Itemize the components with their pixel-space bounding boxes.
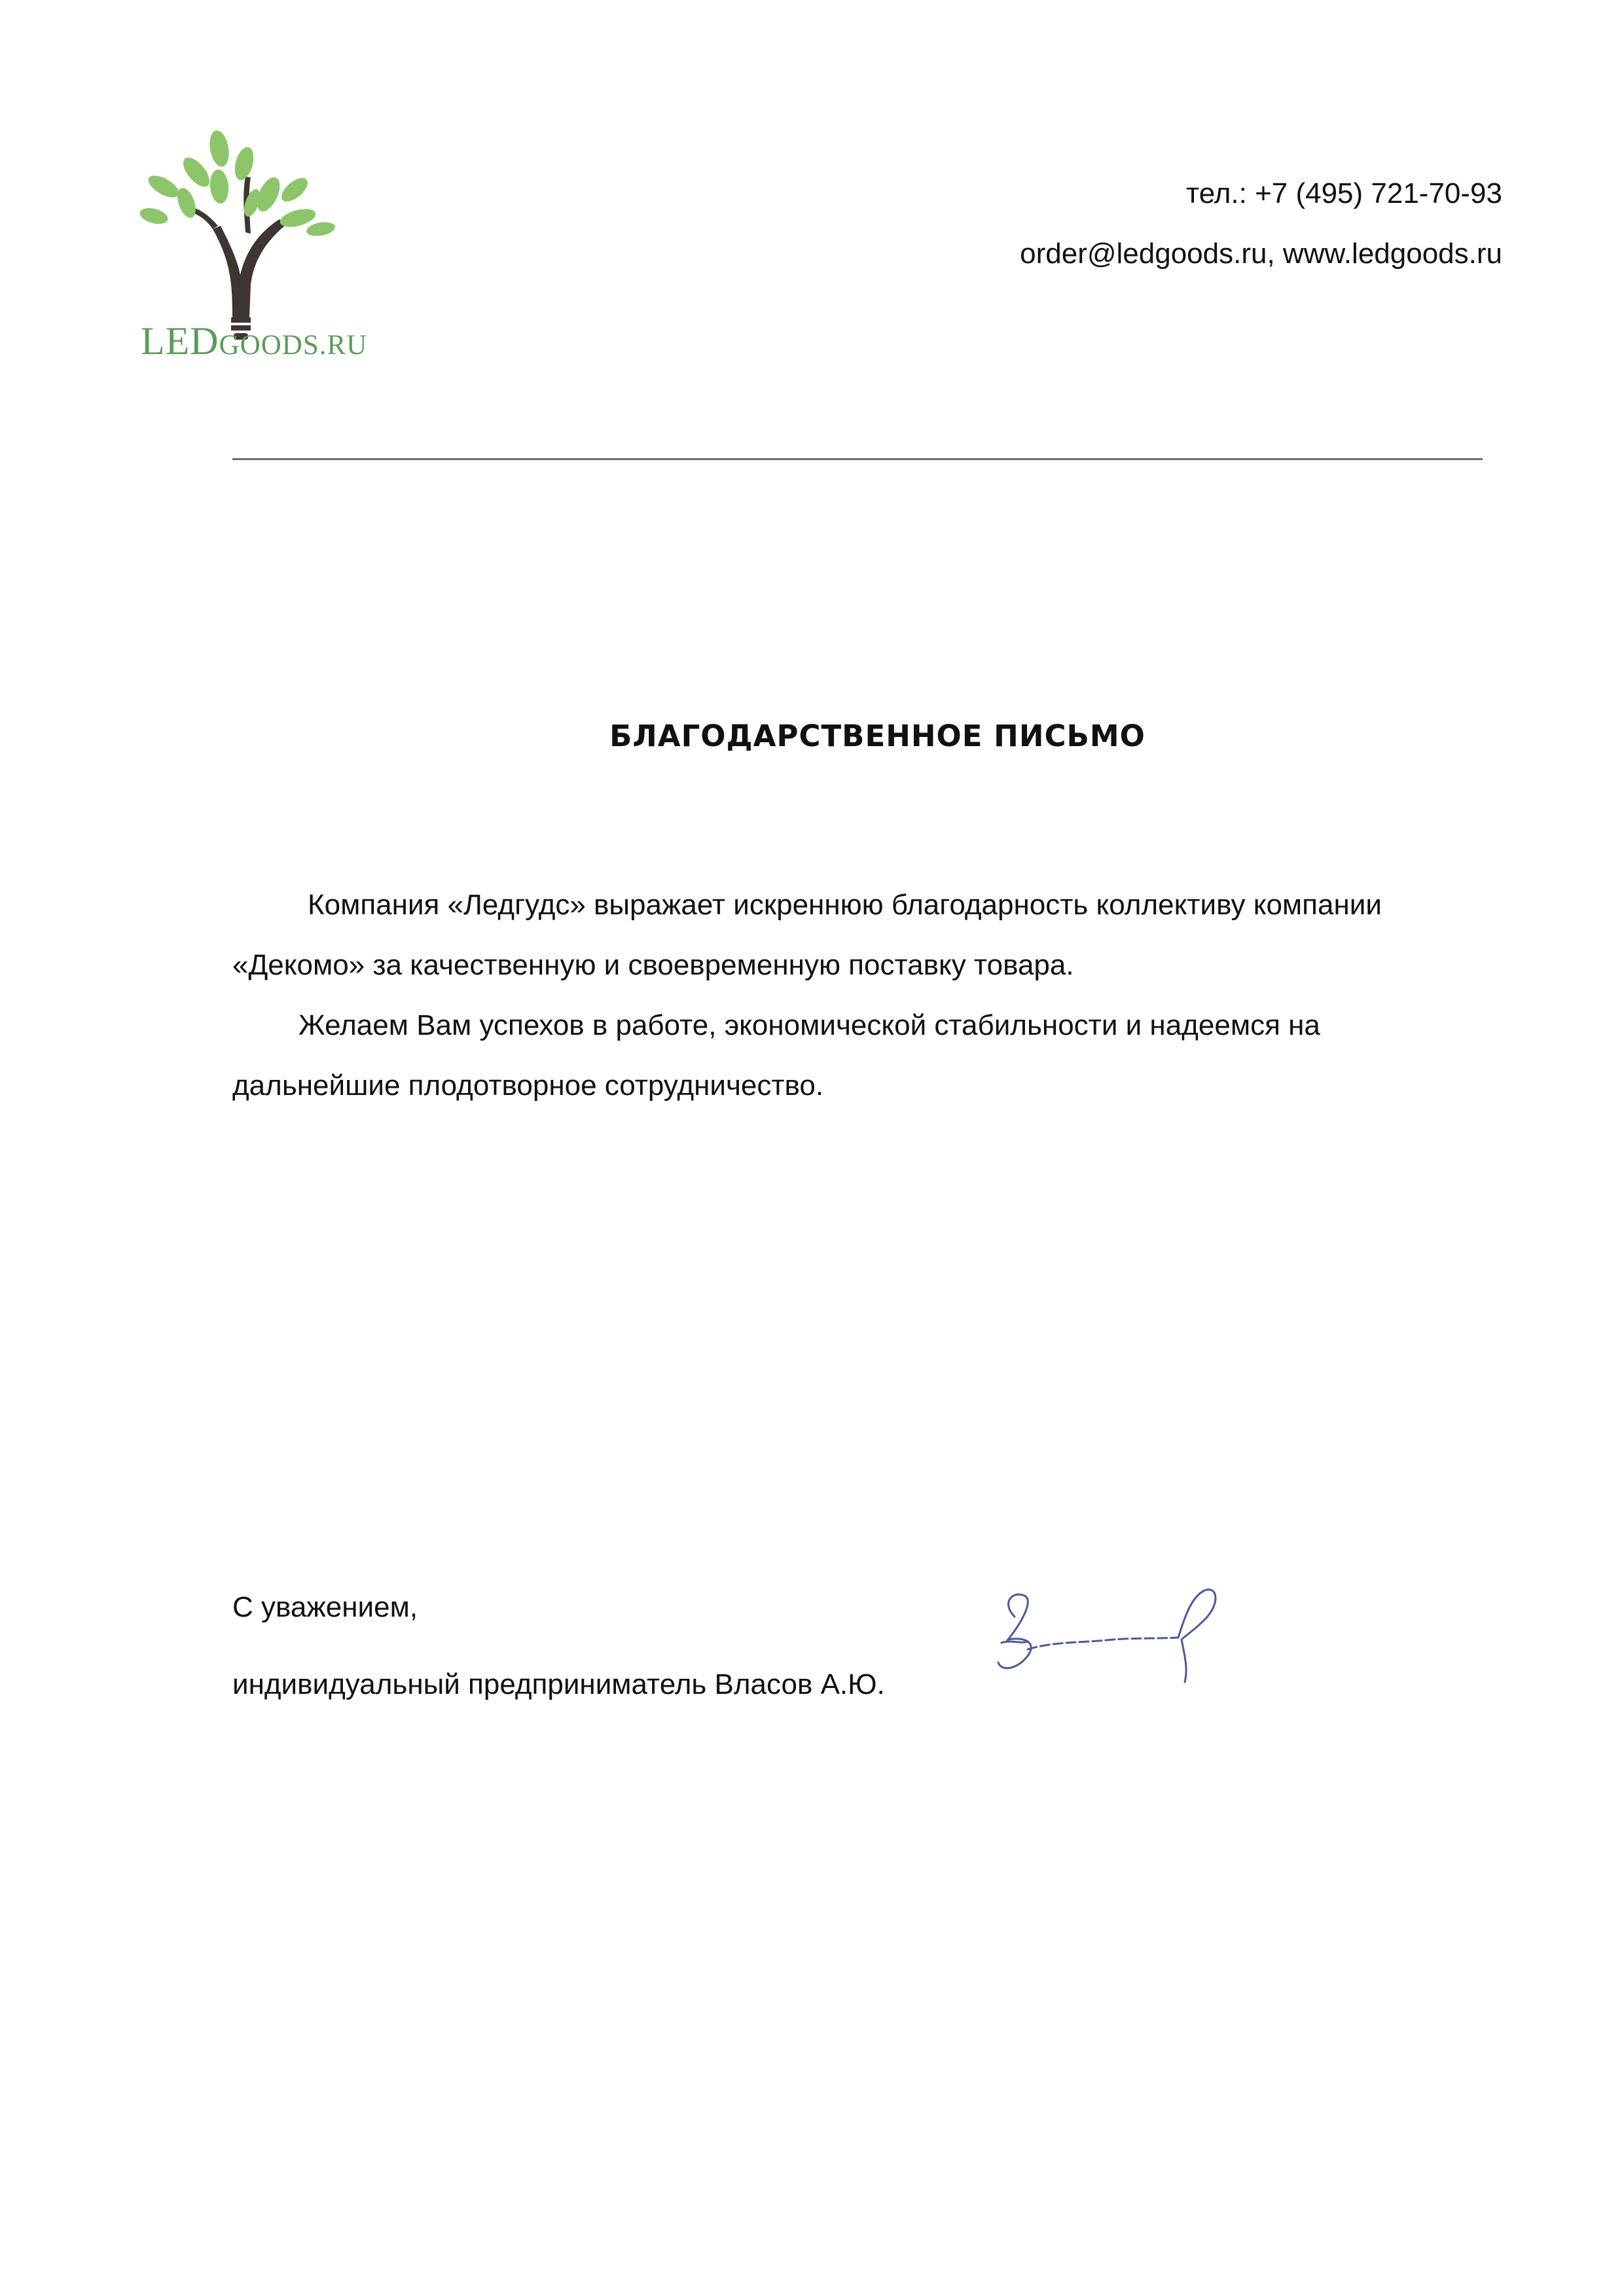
closing-block <box>232 1569 885 1723</box>
phone-line: тел.: +7 (495) 721-70-93 <box>1186 177 1502 209</box>
logo-wordmark-goods: GOODS.RU <box>219 330 368 361</box>
signer-line: индивидуальный предприниматель Власов А.Ю. <box>232 1668 885 1700</box>
handwritten-signature <box>988 1577 1237 1708</box>
email-website-line: order@ledgoods.ru, www.ledgoods.ru <box>1020 238 1502 270</box>
logo-wordmark-led: LED <box>141 319 219 363</box>
regards-line: С уважением, <box>232 1591 418 1623</box>
logo-wordmark <box>141 319 367 364</box>
paragraph-gratitude: Компания «Ледгудс» выражает искреннюю благодарность коллективу компании «Декомо» за качественную и своевременную поставку товара. <box>232 889 1382 981</box>
contact-block <box>1020 164 1502 284</box>
paragraph-wishes: Желаем Вам успехов в работе, экономической стабильности и надеемся на дальнейшие плодотворное сотрудничество. <box>232 1009 1320 1102</box>
header-divider <box>232 458 1483 460</box>
letter-body <box>232 875 1450 1116</box>
letter-title: БЛАГОДАРСТВЕННОЕ ПИСЬМО <box>609 719 1146 753</box>
